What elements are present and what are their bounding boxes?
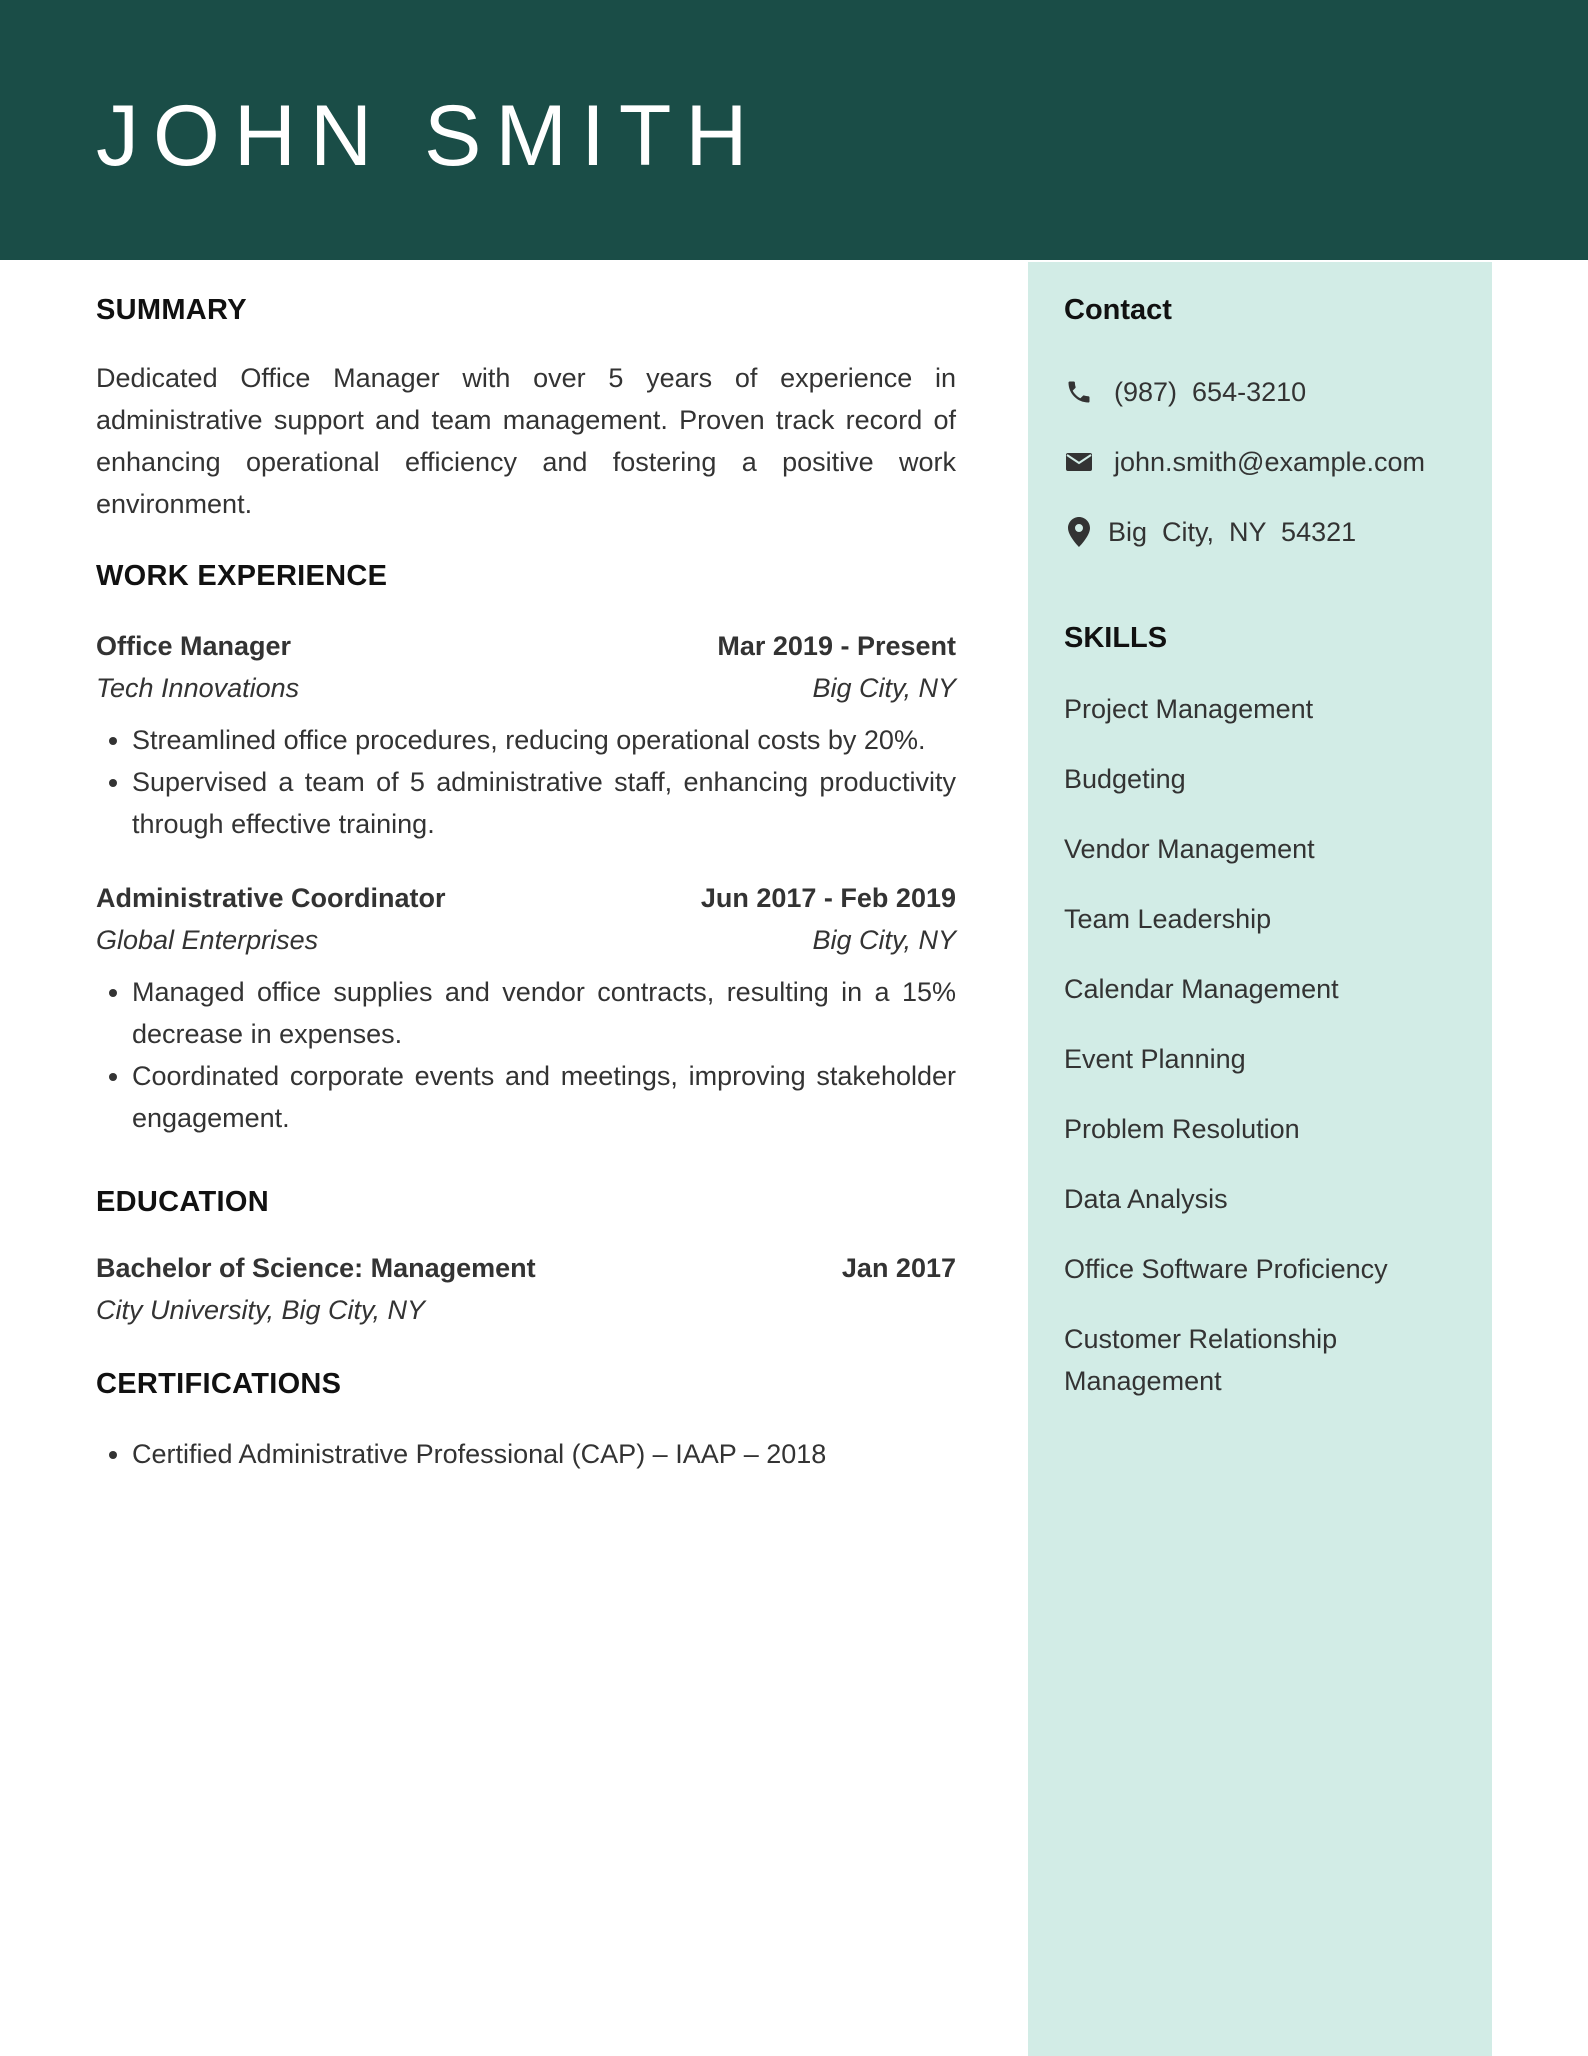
skill-item: Problem Resolution bbox=[1064, 1114, 1300, 1144]
job-header bbox=[96, 877, 956, 919]
job-title: Office Manager bbox=[96, 631, 292, 661]
graduation-date: Jan 2017 bbox=[841, 1253, 956, 1283]
contact-location-text: Big City, NY 54321 bbox=[1108, 517, 1357, 547]
job-company: Tech Innovations bbox=[96, 673, 300, 703]
job-dates: Mar 2019 - Present bbox=[717, 631, 956, 661]
job-subheader bbox=[96, 667, 956, 709]
job-company: Global Enterprises bbox=[96, 925, 319, 955]
summary-text: Dedicated Office Manager with over 5 years of experience in administrative support and team management. Proven track record of enhancing operational efficiency and fostering a positive work environment. bbox=[96, 363, 956, 519]
contact-heading: Contact bbox=[1064, 294, 1172, 326]
header-banner bbox=[0, 0, 1588, 260]
skills-heading: SKILLS bbox=[1064, 622, 1168, 654]
job-entry bbox=[96, 625, 956, 845]
experience-section bbox=[96, 560, 956, 1139]
job-entry bbox=[96, 877, 956, 1139]
job-bullets bbox=[96, 971, 956, 1139]
contact-location bbox=[1064, 514, 1356, 550]
job-bullet: • Streamlined office procedures, reducing operational costs by 20%. bbox=[132, 719, 956, 761]
certification-item: • Certified Administrative Professional (CAP) – IAAP – 2018 bbox=[132, 1433, 956, 1475]
education-section bbox=[96, 1186, 956, 1331]
skill-item: Budgeting bbox=[1064, 764, 1186, 794]
contact-email-text[interactable]: john.smith@example.com bbox=[1114, 447, 1426, 477]
degree: Bachelor of Science: Management bbox=[96, 1253, 536, 1283]
skill-item: Customer Relationship Management bbox=[1064, 1324, 1338, 1396]
candidate-name: JOHN SMITH bbox=[96, 88, 762, 184]
job-header bbox=[96, 625, 956, 667]
skill-item: Calendar Management bbox=[1064, 974, 1339, 1004]
certifications-heading: CERTIFICATIONS bbox=[96, 1368, 342, 1400]
contact-phone-text: (987) 654-3210 bbox=[1114, 377, 1307, 407]
skills-list bbox=[1064, 688, 1464, 1402]
certifications-section bbox=[96, 1368, 956, 1475]
certifications-list bbox=[96, 1433, 956, 1475]
contact-phone bbox=[1064, 374, 1306, 410]
job-location: Big City, NY bbox=[812, 925, 956, 955]
skill-item: Vendor Management bbox=[1064, 834, 1315, 864]
job-bullets bbox=[96, 719, 956, 845]
job-bullet: • Managed office supplies and vendor contracts, resulting in a 15% decrease in expenses. bbox=[132, 971, 956, 1055]
job-dates: Jun 2017 - Feb 2019 bbox=[700, 883, 956, 913]
job-subheader bbox=[96, 919, 956, 961]
skill-item: Project Management bbox=[1064, 694, 1314, 724]
map-marker-icon bbox=[1064, 517, 1094, 547]
education-heading: EDUCATION bbox=[96, 1186, 269, 1218]
skill-item: Team Leadership bbox=[1064, 904, 1272, 934]
skill-item: Office Software Proficiency bbox=[1064, 1254, 1388, 1284]
education-subheader bbox=[96, 1289, 956, 1331]
skill-item: Event Planning bbox=[1064, 1044, 1246, 1074]
summary-heading: SUMMARY bbox=[96, 294, 247, 326]
job-bullet: • Supervised a team of 5 administrative staff, enhancing productivity through effective training. bbox=[132, 761, 956, 845]
job-bullet: • Coordinated corporate events and meetings, improving stakeholder engagement. bbox=[132, 1055, 956, 1139]
summary-section bbox=[96, 294, 956, 525]
skill-item: Data Analysis bbox=[1064, 1184, 1228, 1214]
experience-heading: WORK EXPERIENCE bbox=[96, 560, 388, 592]
job-title: Administrative Coordinator bbox=[96, 883, 446, 913]
phone-icon bbox=[1064, 377, 1094, 407]
sidebar bbox=[1028, 262, 1492, 2056]
envelope-icon bbox=[1064, 447, 1094, 477]
contact-email bbox=[1064, 444, 1425, 480]
school: City University, Big City, NY bbox=[96, 1295, 426, 1325]
education-header bbox=[96, 1247, 956, 1289]
job-location: Big City, NY bbox=[812, 673, 956, 703]
